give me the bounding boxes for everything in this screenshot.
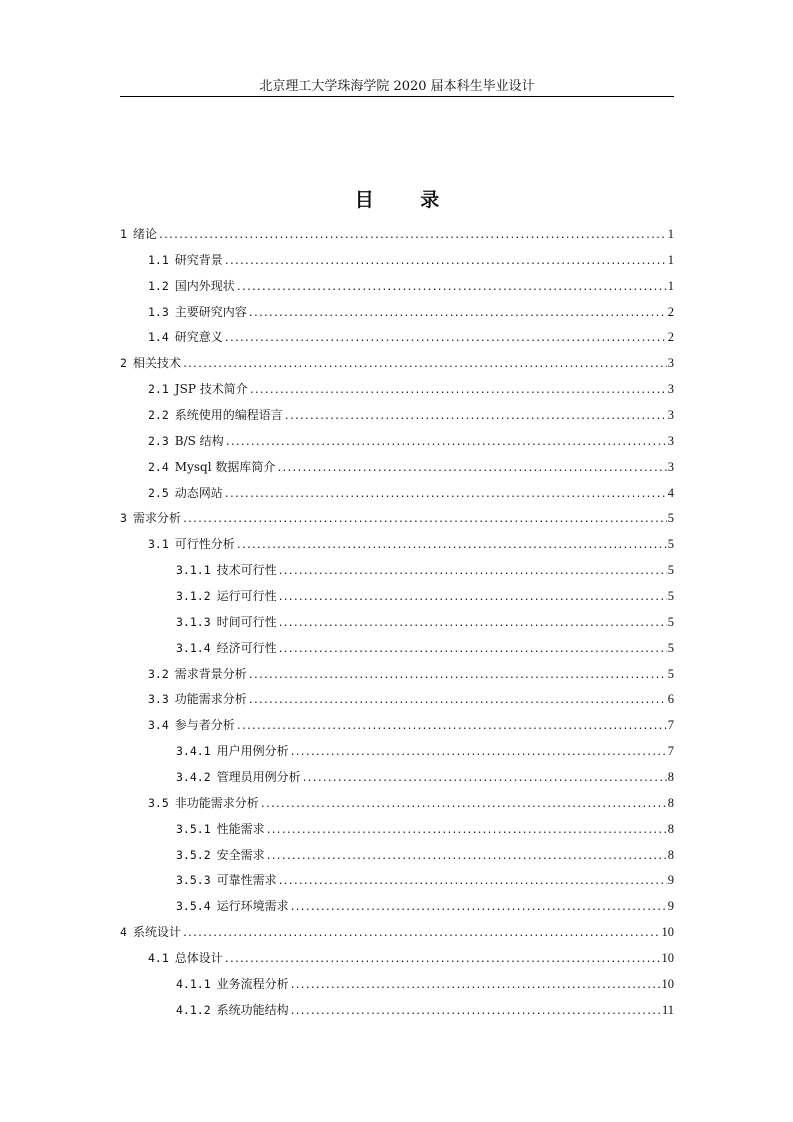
toc-entry-number: 3.5.2: [176, 847, 211, 862]
toc-entry-number: 3.4.2: [176, 770, 211, 785]
toc-entry-title: 安全需求: [216, 847, 265, 862]
toc-entry-page: 3: [667, 459, 674, 474]
toc-entry[interactable]: [120, 325, 674, 351]
toc-dot-leader: [278, 559, 667, 585]
toc-entry-page: 10: [661, 951, 674, 966]
toc-entry-page: 8: [667, 770, 674, 785]
toc-entry-number: 1: [120, 227, 127, 241]
toc-dot-leader: [278, 637, 667, 663]
toc-entry-number: 2: [120, 356, 127, 371]
toc-entry-title: 动态网站: [174, 485, 223, 500]
toc-entry-number: 1.4: [148, 330, 169, 345]
toc-dot-leader: [224, 482, 667, 508]
toc-entry-number: 2.5: [148, 485, 169, 500]
toc-entry[interactable]: [120, 377, 674, 403]
toc-entry-title: 运行环境需求: [216, 899, 289, 914]
toc-entry[interactable]: [120, 687, 674, 713]
toc-entry-number: 3.1.2: [176, 589, 211, 604]
page-header: 北京理工大学珠海学院 2020 届本科生毕业设计: [259, 79, 535, 94]
toc-dot-leader: [249, 378, 667, 404]
toc-dot-leader: [248, 663, 667, 689]
toc-dot-leader: [182, 921, 661, 947]
toc-entry-title: 参与者分析: [174, 718, 235, 733]
toc-entry-title: 主要研究内容: [174, 304, 247, 319]
toc-entry-number: 4.1.1: [176, 976, 211, 991]
toc-entry-page: 3: [667, 433, 674, 448]
toc-dot-leader: [278, 869, 667, 895]
toc-entry-title: 业务流程分析: [216, 976, 289, 991]
toc-dot-leader: [236, 714, 667, 740]
toc-entry-title: 研究意义: [174, 330, 223, 345]
toc-entry-number: 1.2: [148, 278, 169, 293]
toc-entry-title: 相关技术: [132, 356, 181, 371]
toc-entry-title: 总体设计: [174, 951, 223, 966]
toc-entry-title: 需求分析: [132, 511, 181, 526]
toc-entry-title: 经济可行性: [216, 640, 277, 655]
toc-entry-title: 功能需求分析: [174, 692, 247, 707]
toc-entry[interactable]: [120, 972, 674, 998]
toc-entry-title: 运行可行性: [216, 589, 277, 604]
toc-dot-leader: [236, 275, 667, 301]
toc-entry-page: 3: [667, 382, 674, 397]
toc-entry-page: 5: [667, 666, 674, 681]
toc-entry[interactable]: [120, 920, 674, 946]
toc-entry-number: 2.1: [148, 382, 169, 397]
toc-entry-number: 4.1: [148, 951, 169, 966]
toc-entry-page: 10: [661, 976, 674, 991]
toc-entry[interactable]: [120, 662, 674, 688]
table-of-contents: [120, 222, 674, 1024]
toc-entry-page: 2: [667, 304, 674, 319]
toc-dot-leader: [266, 818, 667, 844]
toc-entry-page: 2: [667, 330, 674, 345]
toc-entry[interactable]: [120, 429, 674, 455]
toc-entry[interactable]: [120, 455, 674, 481]
toc-entry-number: 2.2: [148, 408, 169, 423]
toc-entry[interactable]: [120, 713, 674, 739]
toc-entry-page: 6: [667, 692, 674, 707]
toc-entry-title: 管理员用例分析: [216, 770, 301, 785]
toc-dot-leader: [158, 223, 667, 249]
toc-entry-number: 1.1: [148, 252, 169, 267]
toc-entry-title: B/S 结构: [174, 433, 224, 448]
toc-dot-leader: [276, 456, 666, 482]
toc-entry-number: 3.3: [148, 692, 169, 707]
toc-entry[interactable]: [120, 868, 674, 894]
toc-entry[interactable]: [120, 506, 674, 532]
toc-entry-number: 3.1.4: [176, 640, 211, 655]
toc-entry-title: Mysql 数据库简介: [174, 459, 276, 474]
toc-entry-title: 用户用例分析: [216, 744, 289, 759]
toc-entry-number: 3.4.1: [176, 744, 211, 759]
toc-entry[interactable]: [120, 998, 674, 1024]
toc-dot-leader: [290, 999, 661, 1025]
toc-dot-leader: [260, 792, 667, 818]
toc-dot-leader: [266, 844, 667, 870]
toc-entry-page: 10: [661, 925, 674, 940]
toc-entry-page: 1: [667, 252, 674, 267]
toc-dot-leader: [302, 766, 667, 792]
toc-entry-title: 可行性分析: [174, 537, 235, 552]
toc-entry-page: 5: [667, 537, 674, 552]
toc-entry[interactable]: [120, 739, 674, 765]
toc-entry-title: 可靠性需求: [216, 873, 277, 888]
toc-dot-leader: [224, 947, 661, 973]
toc-entry-page: 5: [667, 640, 674, 655]
toc-dot-leader: [290, 895, 667, 921]
toc-entry-page: 5: [667, 589, 674, 604]
toc-entry-number: 3.5.4: [176, 899, 211, 914]
toc-entry-number: 3.1: [148, 537, 169, 552]
toc-entry-number: 3.1.3: [176, 614, 211, 629]
toc-entry-number: 3.4: [148, 718, 169, 733]
toc-entry-page: 9: [667, 899, 674, 914]
toc-entry-title: 需求背景分析: [174, 666, 247, 681]
toc-dot-leader: [278, 611, 667, 637]
toc-entry-page: 7: [667, 744, 674, 759]
toc-entry[interactable]: [120, 403, 674, 429]
toc-entry-number: 1.3: [148, 304, 169, 319]
toc-entry-page: 5: [667, 511, 674, 526]
toc-entry[interactable]: [120, 274, 674, 300]
toc-entry[interactable]: [120, 843, 674, 869]
toc-entry-title: 国内外现状: [174, 278, 235, 293]
toc-entry[interactable]: [120, 248, 674, 274]
toc-entry[interactable]: [120, 791, 674, 817]
toc-entry-page: 5: [667, 614, 674, 629]
toc-entry-title: 系统设计: [132, 925, 181, 940]
toc-entry-page: 3: [667, 408, 674, 423]
toc-entry-title: 性能需求: [216, 821, 265, 836]
toc-entry-page: 11: [661, 1002, 674, 1017]
toc-entry-number: 4: [120, 925, 127, 940]
toc-dot-leader: [284, 404, 667, 430]
toc-entry-page: 1: [667, 227, 674, 241]
toc-entry-title: 系统使用的编程语言: [174, 408, 283, 423]
toc-title: 目 录: [354, 189, 460, 211]
toc-entry-number: 3.1.1: [176, 563, 211, 578]
toc-dot-leader: [290, 740, 667, 766]
toc-entry-page: 8: [667, 847, 674, 862]
toc-entry[interactable]: [120, 300, 674, 326]
toc-entry[interactable]: [120, 946, 674, 972]
toc-entry-number: 3.5: [148, 795, 169, 810]
toc-entry[interactable]: [120, 636, 674, 662]
toc-entry-title: 绪论: [132, 227, 157, 241]
toc-dot-leader: [224, 249, 667, 275]
toc-entry[interactable]: [120, 532, 674, 558]
toc-dot-leader: [278, 585, 667, 611]
header-rule: [120, 96, 674, 97]
toc-entry-title: 时间可行性: [216, 614, 277, 629]
toc-entry-title: 系统功能结构: [216, 1002, 289, 1017]
toc-dot-leader: [224, 326, 667, 352]
toc-entry-page: 3: [667, 356, 674, 371]
toc-entry-title: 技术可行性: [216, 563, 277, 578]
toc-entry-number: 3: [120, 511, 127, 526]
toc-dot-leader: [182, 352, 667, 378]
toc-entry-page: 5: [667, 563, 674, 578]
toc-entry[interactable]: [120, 558, 674, 584]
toc-entry[interactable]: [120, 817, 674, 843]
toc-dot-leader: [182, 507, 667, 533]
toc-entry[interactable]: [120, 765, 674, 791]
toc-entry-number: 2.3: [148, 433, 169, 448]
toc-dot-leader: [225, 430, 667, 456]
toc-entry-title: 非功能需求分析: [174, 795, 259, 810]
toc-entry-page: 4: [667, 485, 674, 500]
toc-entry[interactable]: [120, 894, 674, 920]
toc-entry-page: 7: [667, 718, 674, 733]
toc-entry-number: 4.1.2: [176, 1002, 211, 1017]
toc-entry-page: 9: [667, 873, 674, 888]
toc-entry[interactable]: [120, 351, 674, 377]
toc-entry-page: 1: [667, 278, 674, 293]
toc-entry-number: 3.2: [148, 666, 169, 681]
toc-dot-leader: [248, 688, 667, 714]
toc-dot-leader: [248, 301, 667, 327]
toc-entry-title: 研究背景: [174, 252, 223, 267]
toc-entry-page: 8: [667, 821, 674, 836]
toc-entry-title: JSP 技术简介: [174, 382, 248, 397]
toc-entry[interactable]: [120, 584, 674, 610]
toc-entry[interactable]: [120, 222, 674, 248]
toc-entry-number: 2.4: [148, 459, 169, 474]
toc-entry-number: 3.5.1: [176, 821, 211, 836]
toc-dot-leader: [236, 533, 667, 559]
toc-entry[interactable]: [120, 610, 674, 636]
toc-dot-leader: [290, 973, 661, 999]
toc-entry[interactable]: [120, 481, 674, 507]
toc-entry-number: 3.5.3: [176, 873, 211, 888]
toc-entry-page: 8: [667, 795, 674, 810]
